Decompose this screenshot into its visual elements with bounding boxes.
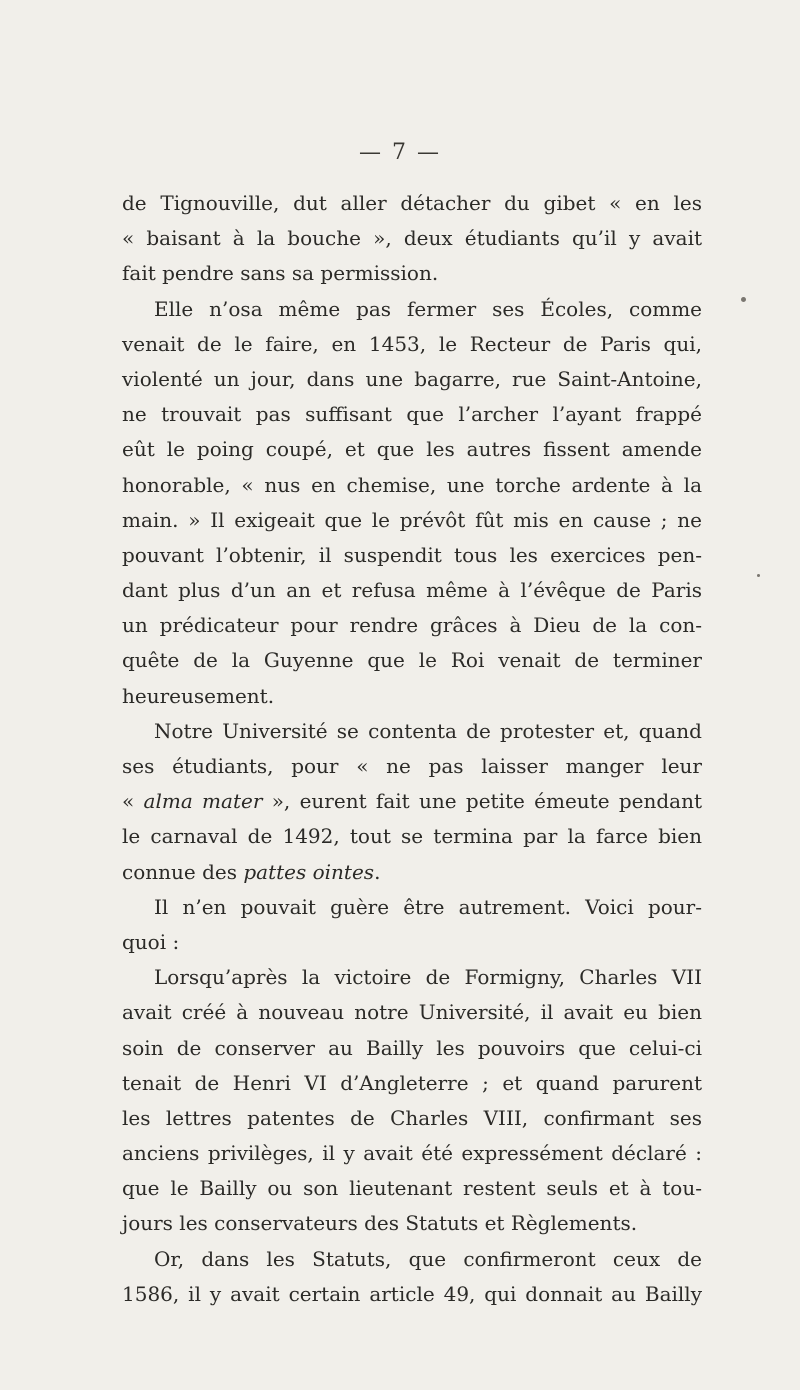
text-line: Elle n’osa même pas fermer ses Écoles, comme <box>154 296 702 321</box>
text-line: les lettres patentes de Charles VIII, confirmant ses <box>122 1105 702 1130</box>
text-line: ne trouvait pas suffisant que l’archer l’ayant frappé <box>122 402 702 427</box>
text-line: ses étudiants, pour « ne pas laisser manger leur <box>122 754 702 778</box>
text-line: main. » Il exigeait que le prévôt fût mis en cause ; ne <box>122 507 702 532</box>
text-line: violenté un jour, dans une bagarre, rue Saint-Antoine, <box>122 366 702 391</box>
text-line: Il n’en pouvait guère être autrement. Voici pour- <box>154 894 702 919</box>
text-segment: . <box>374 859 381 884</box>
page-number: — 7 — <box>359 140 441 165</box>
text-line: quête de la Guyenne que le Roi venait de terminer <box>122 648 702 673</box>
text-line-with-italic <box>122 784 702 819</box>
text-line: tenait de Henri VI d’Angleterre ; et quand parurent <box>122 1070 702 1095</box>
ink-speck <box>741 297 746 302</box>
text-line: que le Bailly ou son lieutenant restent seuls et à tou- <box>122 1176 702 1201</box>
text-line: anciens privilèges, il y avait été expressément déclaré : <box>122 1141 702 1166</box>
text-line: « baisant à la bouche », deux étudiants qu’il y avait <box>122 226 702 251</box>
text-segment: », eurent fait une petite émeute pendant <box>262 789 703 814</box>
italic-phrase: alma mater <box>143 789 263 814</box>
text-line: le carnaval de 1492, tout se termina par la farce bien <box>122 824 702 849</box>
text-line: quoi : <box>122 929 180 954</box>
text-line: pouvant l’obtenir, il suspendit tous les exercices pen- <box>122 542 702 567</box>
ink-speck <box>757 574 760 577</box>
text-line: un prédicateur pour rendre grâces à Dieu de la con- <box>122 613 702 638</box>
text-line: Notre Université se contenta de protester et, quand <box>154 718 702 743</box>
text-line: Lorsqu’après la victoire de Formigny, Charles VII <box>154 965 702 990</box>
text-line: soin de conserver au Bailly les pouvoirs que celui-ci <box>122 1035 702 1060</box>
text-line: heureusement. <box>122 683 275 708</box>
text-line: fait pendre sans sa permission. <box>122 261 439 286</box>
text-line: avait créé à nouveau notre Université, il avait eu bien <box>122 1000 702 1025</box>
text-line: Or, dans les Statuts, que confirmeront ceux de <box>154 1246 702 1271</box>
text-line: de Tignouville, dut aller détacher du gibet « en les <box>122 191 702 215</box>
text-segment: connue des <box>122 859 244 884</box>
text-line: 1586, il y avait certain article 49, qui donnait au Bailly <box>122 1281 702 1306</box>
text-line: eût le poing coupé, et que les autres fissent amende <box>122 437 702 462</box>
text-line: dant plus d’un an et refusa même à l’évêque de Paris <box>122 578 702 603</box>
text-line: jours les conservateurs des Statuts et Règlements. <box>122 1211 638 1236</box>
italic-phrase: pattes ointes <box>243 859 375 884</box>
text-line: honorable, « nus en chemise, une torche ardente à la <box>122 472 702 497</box>
text-segment: « <box>122 789 144 814</box>
body-text <box>122 186 702 1312</box>
text-line-with-italic <box>122 855 702 890</box>
text-line: venait de le faire, en 1453, le Recteur de Paris qui, <box>122 331 702 356</box>
